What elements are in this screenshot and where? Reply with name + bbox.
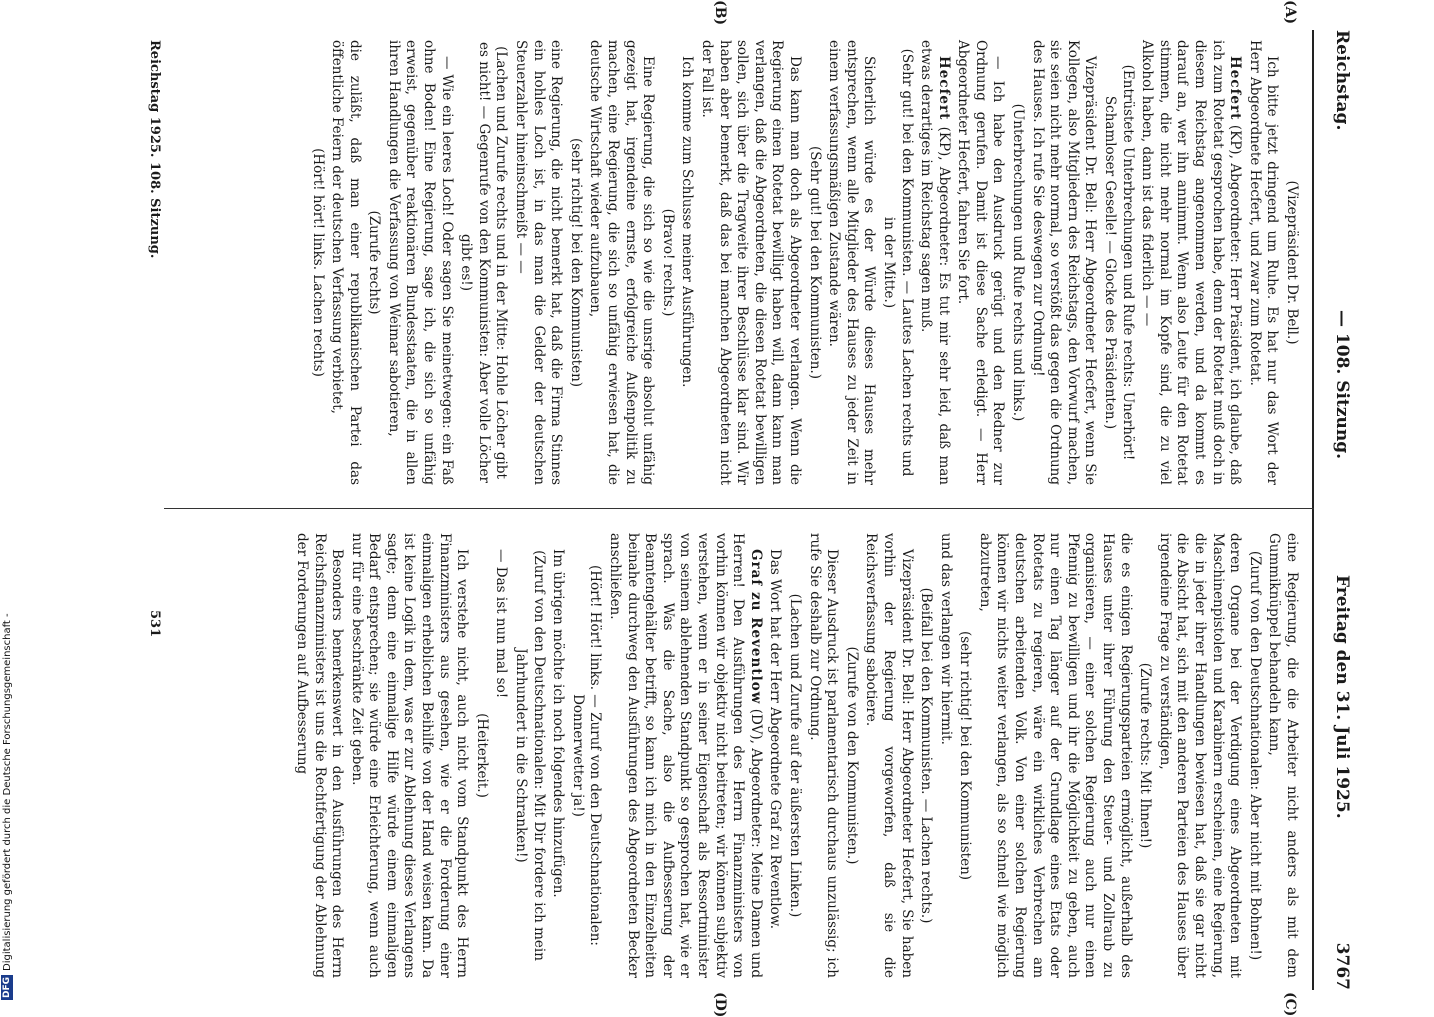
speaker-name: Hecfert: [1227, 56, 1244, 121]
paragraph: — Wie ein leeres Loch! Oder sagen Sie meinetwegen: ein Faß ohne Boden! Eine Regierung, sage ich, die sich so unfähig erweist, gegenüber reaktionären Bundesstaaten, die in allen ihren Handlungen die Verfassung von Weimar sabotieren,: [385, 40, 455, 485]
interjection: (Beifall bei den Kommunisten. — Lachen rechts.): [918, 587, 935, 924]
digitization-note: [0, 600, 16, 1000]
left-column: [306, 40, 1300, 485]
speech-text: (DV), Abgeordneter: Meine Damen und Herren! Den Ausführungen des Herrn Finanzministers von vorhin können wir objektiv nicht beitreten; wir können subjektiv verstehen, wenn er in seiner Eigenschaft als Ressortminister von seinem ablehnenden Standpunkt so gesprochen hat, wie er sprach. Was die Sache, also die Aufbesserung der Beamtengehälter betrifft, so kann ich mich in den Einzelheiten beinahe durchweg den Ausführungen des Abgeordneten Becker anschließen.: [607, 533, 764, 978]
paragraph: die zuläßt, daß man einer republikanischen Partei das öffentliche Feiern der deutschen Verfassung verbietet,: [329, 40, 363, 485]
paragraph: Dieser Ausdruck ist parlamentarisch durchaus unzulässig; ich rufe Sie deshalb zur Ordnung.: [806, 533, 841, 978]
paragraph: Ich bitte jetzt dringend um Ruhe. Es hat nur das Wort der Herr Abgeordnete Hecfert, und zwar zum Rotetat.: [1246, 40, 1281, 485]
paragraph: deren Organe bei der Verdigung eines Abgeordneten mit Maschinenpistolen und Karabinern erscheinen, eine Regierung, die in jeder ihrer Handlungen bewiesen hat, daß sie gar nicht die Absicht hat, sich mit den anderen Parteien des Hauses über irgendeine Frage zu verständigen,: [1156, 533, 1244, 978]
interjection: (Zuruf von den Deutschnationalen: Mit Dir fordere ich mein Jahrhundert in die Schranken!): [513, 550, 547, 961]
right-column: [290, 533, 1300, 978]
interjection: (Hört! hört! links. Lachen rechts): [309, 148, 326, 377]
interjection: (Zurufe rechts: Mit Ihnen!): [1137, 662, 1154, 849]
interjection: (Sehr gut! bei den Kommunisten.): [806, 145, 823, 380]
header-right: Freitag den 31. Juli 1925.: [1332, 575, 1352, 819]
margin-letter-a: (A): [1282, 0, 1298, 25]
interjection: (Lachen und Zurufe auf der äußersten Linken.): [786, 593, 803, 918]
paragraph: eine Regierung, die nicht bemerkt hat, daß die Firma Stinnes ein hohles Loch ist, in das man die Gelder der deutschen Steuerzahler hineinschmeißt — —: [513, 40, 565, 485]
interjection: (Zurufe von den Kommunisten.): [843, 646, 860, 865]
paragraph: Vizepräsident Dr. Bell: Herr Abgeordneter Hecfert, wenn Sie Kollegen, also Mitgliedern des Reichstags, den Vorwurf machen, sie seien nicht mehr normal, so verstößt das gegen die Ordnung des Hauses. Ich rufe Sie deswegen zur Ordnung!: [1029, 40, 1099, 485]
paragraph: Ich verstehe nicht, auch nicht vom Standpunkt des Herrn Finanzministers aus gesehen, wie er die Forderung einer einmaligen erheblichen Beihilfe von der Hand weisen kann. Da ist keine Logik in dem, was er zur Ablehnung dieses Verlangens sagte; denn eine einmalige Hilfe würde einem einmaligen Bedarf entsprechen; sie würde eine Erleichterung, wenn auch nur für eine beschränkte Zeit geben.: [348, 533, 471, 978]
paragraph: Im übrigen möchte ich noch folgendes hinzufügen.: [550, 549, 567, 898]
footer-left: Reichstag 1925. 108. Sitzung.: [147, 40, 162, 259]
speaker-name: Hecfert: [935, 56, 952, 121]
margin-letter-b: (B): [712, 0, 728, 26]
paragraph: Besonders bemerkenswert in den Ausführungen des Herrn Reichsfinanzministers ist uns die Rechtfertigung der Ablehnung der Forderungen auf Aufbesserung: [293, 533, 346, 978]
digitization-text: Digitalisierung gefördert durch die Deutsche Forschungsgemeinschaft -: [2, 613, 13, 971]
page-number: 3767: [1332, 942, 1352, 990]
paragraph: Eine Regierung, die sich so wie die unsrige absolut unfähig gezeigt hat, irgendeine ernste, erfolgreiche Außenpolitik zu machen, eine Regierung, die sich so unfähig erwiesen hat, die deutsche Wirtschaft wieder aufzubauen,: [587, 40, 657, 485]
interjection: (Heiterkeit.): [473, 713, 490, 798]
interjection: (Hört! Hört! links. — Zuruf von den Deutschnationalen: Donnerwetter ja!): [569, 565, 604, 946]
speech-text: (KP), Abgeordneter: Herr Präsident, ich glaube, daß ich zum Rotetat gesprochen habe, denn der Rotetat muß doch in diesem Reichstag angenommen werden, und da kommt es darauf an, wer ihn annimmt. Wenn also Leute für den Rotetat stimmen, die nicht mehr normal im Kopfe sind, die zu viel Alkohol haben, dann ist das fiderlich — —: [1139, 40, 1244, 485]
paragraph: Sicherlich würde es der Würde dieses Hauses mehr entsprechen, wenn alle Mitglieder des Hauses zu jeder Zeit in einem verfassungsmäßigen Zustande wären.: [826, 40, 878, 485]
interjection: (sehr richtig! bei den Kommunisten): [957, 630, 974, 881]
interjection: (Lachen und Zurufe rechts und in der Mitte: Hohle Löcher gibt es nicht! — Gegenrufe von den Kommunisten: Aber volle Löcher gibt es!): [458, 42, 510, 483]
dfg-logo-icon: DFG: [2, 976, 12, 998]
interjection: (Zuruf von den Deutschnationalen: Aber nicht mit Bohnen!): [1246, 550, 1263, 961]
interjection: (Sehr gut! bei den Kommunisten. — Lautes Lachen rechts und in der Mitte.): [880, 48, 915, 477]
paragraph: eine Regierung, die die Arbeiter nicht anders als mit dem Gummiknüppel behandeln kann,: [1266, 533, 1300, 978]
margin-letter-d: (D): [712, 992, 728, 1017]
paragraph: Vizepräsident Dr. Bell: Herr Abgeordneter Hecfert, Sie haben vorhin der Regierung vorgeworfen, daß sie die Reichsverfassung sabotiere.: [863, 533, 915, 978]
speech: [1138, 40, 1244, 485]
interjection: (Entrüstete Unterbrechungen und Rufe rechts: Unerhört! Schamloser Geselle! — Glocke des Präsidenten.): [1102, 64, 1136, 461]
paragraph: — Ich habe den Ausdruck gerügt und den Redner zur Ordnung gerufen. Damit ist diese Sache erledigt. — Herr Abgeordneter Hecfert, fahren Sie fort.: [955, 40, 1007, 485]
speech: [605, 533, 763, 978]
interjection: (Zurufe rechts): [366, 210, 383, 315]
paragraph: Ich komme zum Schlusse meiner Ausführungen.: [679, 56, 696, 388]
column-divider: [164, 508, 1314, 509]
paragraph: — Das ist nun mal so!: [493, 549, 510, 699]
rotated-page: [128, 0, 1358, 1017]
page-header: [1322, 30, 1352, 990]
header-center: — 108. Sitzung.: [1332, 310, 1352, 460]
interjection: (Unterbrechungen und Rufe rechts und links.): [1010, 103, 1027, 422]
header-rule: [1312, 30, 1314, 990]
paragraph: und das verlangen wir hiermit.: [937, 533, 954, 745]
margin-letter-c: (C): [1282, 992, 1298, 1017]
paragraph: Das kann man doch als Abgeordneter verlangen. Wenn die Regierung einen Rotetat bewilligt haben will, dann kann man verlangen, daß die Abgeordneten, die diesen Rotetat bewilligen sollen, sich über die Tragweite ihrer Beschlüsse klar sind. Wir haben aber bemerkt, daß das bei manchen Abgeordneten nicht der Fall ist.: [699, 40, 803, 485]
speaker-name: Graf zu Reventlow: [747, 549, 764, 705]
header-left: Reichstag.: [1332, 30, 1352, 131]
paragraph: die es einigen Regierungsparteien ermöglicht, außerhalb des Hauses unter ihrer Führung den Steuer- und Zollraub zu organisieren, — einer solchen Regierung auch nur einen Pfennig zu bewilligen und ihr die Möglichkeit zu geben, auch nur einen Tag länger auf der Grundlage eines Etats oder Rotetats zu regieren, wäre ein wirkliches Verbrechen am deutschen arbeitenden Volk. Von einer solchen Regierung können wir nichts weiter verlangen, als so schnell wie möglich abzutreten,: [976, 533, 1134, 978]
speech: [917, 40, 952, 485]
paragraph: (Vizepräsident Dr. Bell.): [1284, 180, 1300, 345]
speech-text: (KP), Abgeordneter: Es tut mir sehr leid, daß man etwas derartiges im Reichstag sagen muß.: [918, 40, 952, 485]
paragraph: Das Wort hat der Herr Abgeordnete Graf zu Reventlow.: [767, 549, 784, 930]
interjection: (Bravo! rechts.): [659, 208, 676, 317]
footer-page-number: 531: [147, 610, 162, 638]
interjection: (sehr richtig! bei den Kommunisten): [567, 137, 584, 388]
